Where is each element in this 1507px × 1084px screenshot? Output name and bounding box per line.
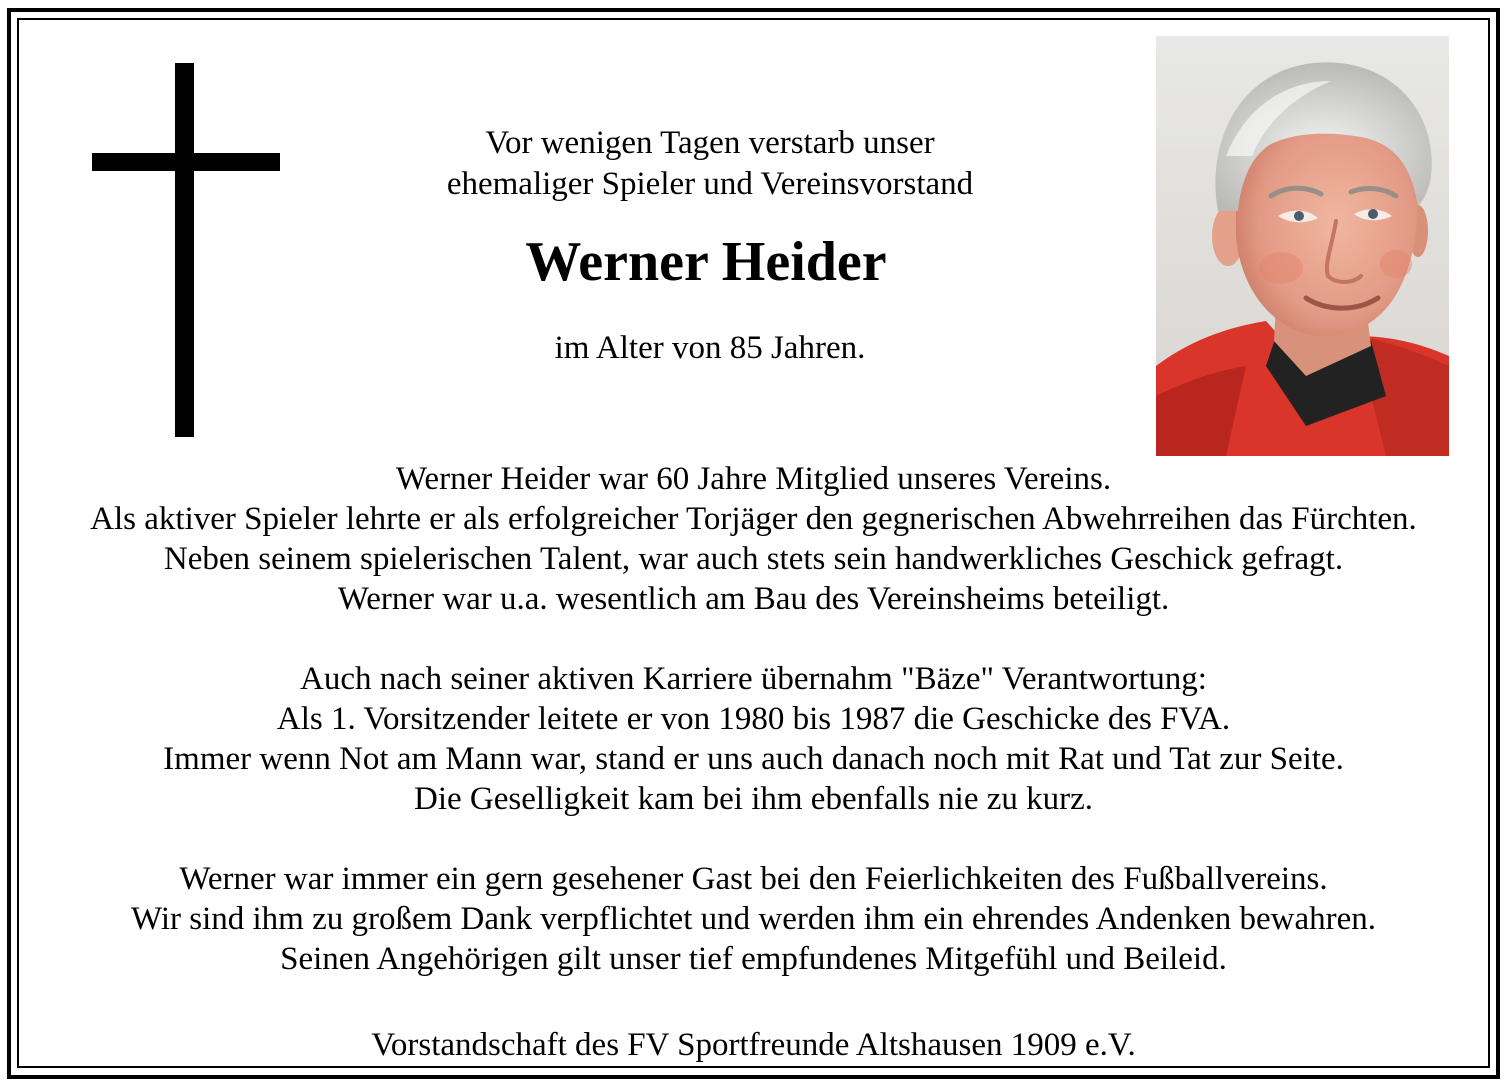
body-line: Seinen Angehörigen gilt unser tief empfundenes Mitgefühl und Beileid. bbox=[280, 941, 1227, 977]
paragraph-gratitude bbox=[24, 859, 1483, 979]
cross-vertical-beam bbox=[175, 63, 194, 437]
signature-line: Vorstandschaft des FV Sportfreunde Altshausen 1909 e.V. bbox=[371, 1027, 1136, 1063]
paragraph-membership bbox=[24, 459, 1483, 619]
cross-horizontal-beam bbox=[92, 153, 280, 171]
intro-line: Vor wenigen Tagen verstarb unser bbox=[485, 125, 935, 161]
portrait-photo bbox=[1156, 36, 1449, 456]
intro-text bbox=[300, 123, 1120, 205]
body-line: Wir sind ihm zu großem Dank verpflichtet und werden ihm ein ehrendes Andenken bewahren. bbox=[131, 901, 1376, 937]
body-line: Werner war u.a. wesentlich am Bau des Vereinsheims beteiligt. bbox=[337, 581, 1170, 617]
intro-line: ehemaliger Spieler und Vereinsvorstand bbox=[446, 166, 974, 202]
body-line: Auch nach seiner aktiven Karriere übernahm "Bäze" Verantwortung: bbox=[300, 661, 1207, 697]
paragraph-career bbox=[24, 659, 1483, 819]
age-line: im Alter von 85 Jahren. bbox=[554, 330, 866, 366]
body-line: Die Geselligkeit kam bei ihm ebenfalls nie zu kurz. bbox=[413, 781, 1094, 817]
obituary-body bbox=[24, 459, 1483, 1019]
body-line: Immer wenn Not am Mann war, stand er uns auch danach noch mit Rat und Tat zur Seite. bbox=[163, 741, 1344, 777]
body-line: Als aktiver Spieler lehrte er als erfolgreicher Torjäger den gegnerischen Abwehrreihen das Fürchten. bbox=[90, 501, 1417, 537]
body-line: Als 1. Vorsitzender leitete er von 1980 bis 1987 die Geschicke des FVA. bbox=[276, 701, 1231, 737]
body-line: Werner war immer ein gern gesehener Gast bei den Feierlichkeiten des Fußballvereins. bbox=[179, 861, 1328, 897]
deceased-name: Werner Heider bbox=[525, 231, 887, 293]
body-line: Werner Heider war 60 Jahre Mitglied unseres Vereins. bbox=[395, 461, 1112, 497]
body-line: Neben seinem spielerischen Talent, war auch stets sein handwerkliches Geschick gefragt. bbox=[163, 541, 1344, 577]
